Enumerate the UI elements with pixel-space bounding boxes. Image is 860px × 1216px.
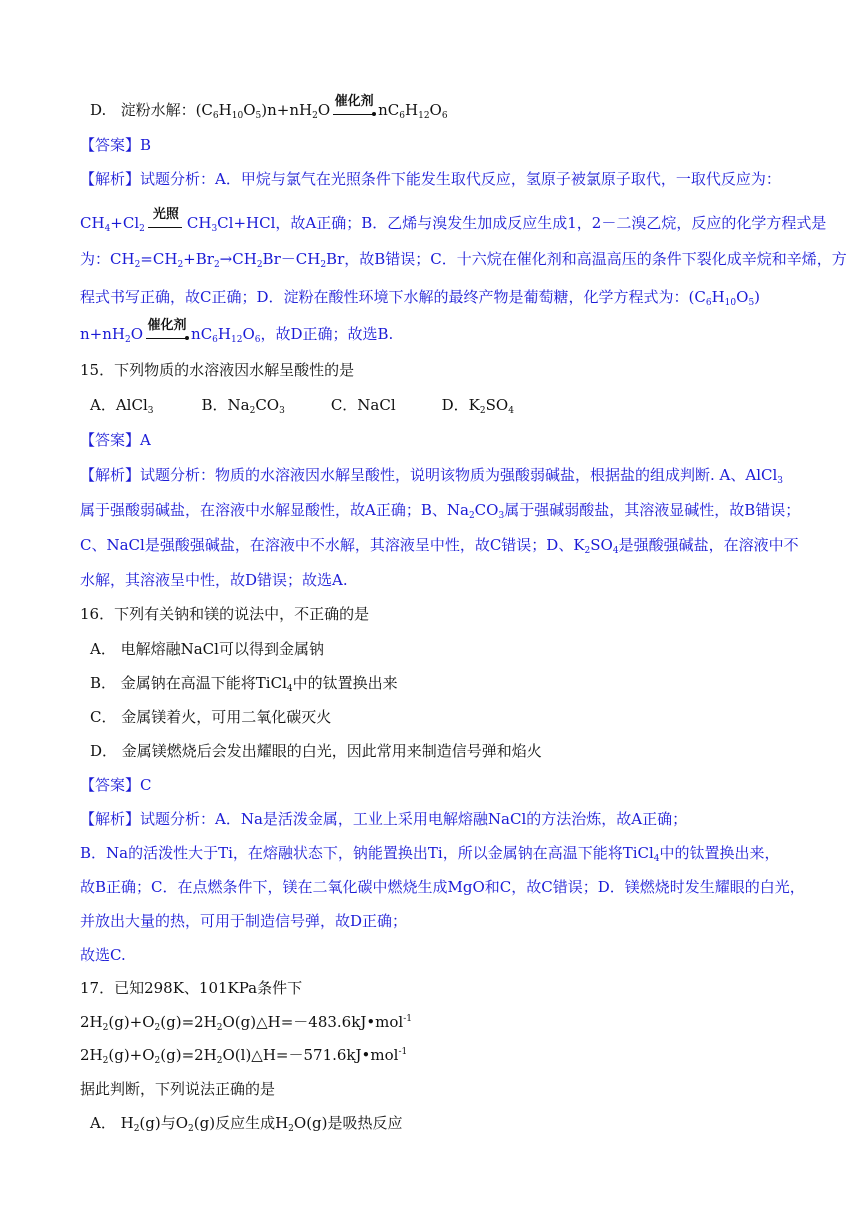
q16-analysis-line-4: 并放出大量的热，可用于制造信号弹，故D正确；: [80, 912, 408, 930]
q15-analysis-line-3: C、NaCl是强酸强碱盐，在溶液中不水解，其溶液呈中性，故C错误；D、$K_2SO_4$是强酸强碱盐，在溶液中不: [80, 536, 799, 556]
q16-option-b: B． 金属钠在高温下能将TiCl$_4$中的钛置换出来: [90, 674, 398, 694]
q15-analysis-line-4: 水解，其溶液呈中性，故D错误；故选A.: [80, 571, 348, 589]
light-arrow: 光照: [146, 213, 186, 233]
q17-stem: 17．已知298K、101KPa条件下: [80, 979, 303, 997]
q15-option-d: D．$K_2SO_4$: [441, 396, 514, 416]
catalyst-arrow: 催化剂: [331, 100, 377, 120]
q14-analysis-line-3: 为：$CH_2=CH_2+Br_2\to CH_2Br-CH_2Br$，故B错误；C．十六烷在催化剂和高温高压的条件下裂化成辛烷和辛烯，方: [80, 250, 847, 270]
q16-analysis-line-3: 故B正确；C．在点燃条件下，镁在二氧化碳中燃烧生成MgO和C，故C错误；D．镁燃烧时发生耀眼的白光，: [80, 878, 805, 896]
q16-option-a: A． 电解熔融NaCl可以得到金属钠: [90, 640, 324, 658]
q14-analysis-line-2: $CH_4+Cl_2$ 光照 $CH_3Cl+HCl$，故A正确；B．乙烯与溴发生加成反应生成1，2－二溴乙烷，反应的化学方程式是: [80, 207, 827, 234]
q15-option-a: A．AlCl$_3$: [90, 396, 154, 416]
q17-equation-2: $2H_2(g)+O_2(g)=2H_2O(l)\triangle H=-571.6kJ•mol^{-1}$: [80, 1046, 408, 1066]
q15-stem: 15．下列物质的水溶液因水解呈酸性的是: [80, 361, 355, 379]
q17-judge: 据此判断，下列说法正确的是: [80, 1080, 276, 1098]
q14-answer: 【答案】B: [80, 136, 152, 154]
q16-analysis-line-1: 【解析】试题分析：A．Na是活泼金属，工业上采用电解熔融NaCl的方法治炼，故A正确；: [80, 810, 688, 828]
q14-option-d: D. 淀粉水解：$(C_6H_{10}O_5)n+nH_2O$ 催化剂 $nC_6H_{12}O_6$: [90, 94, 448, 121]
q14-analysis-line-4: 程式书写正确，故C正确；D．淀粉在酸性环境下水解的最终产物是葡萄糖，化学方程式为：$(C_6H_{10}O_5)$: [80, 288, 761, 308]
catalyst-arrow-2: 催化剂: [144, 324, 190, 344]
q15-answer: 【答案】A: [80, 431, 151, 449]
q15-analysis-line-1: 【解析】试题分析：物质的水溶液因水解呈酸性，说明该物质为强酸弱碱盐，根据盐的组成判断. A、AlCl$_3$: [80, 466, 784, 486]
q16-stem: 16．下列有关钠和镁的说法中，不正确的是: [80, 605, 370, 623]
q16-analysis-line-5: 故选C.: [80, 946, 126, 964]
q14-analysis-line-5: $n+nH_2O$ 催化剂 $nC_6H_{12}O_6$，故D正确；故选B.: [80, 318, 394, 345]
q15-option-b: B．$Na_2CO_3$: [201, 396, 285, 416]
q15-options: [90, 395, 514, 415]
q17-equation-1: $2H_2(g)+O_2(g)=2H_2O(g)\triangle H=-483.6kJ•mol^{-1}$: [80, 1013, 413, 1033]
q16-option-d: D． 金属镁燃烧后会发出耀眼的白光，因此常用来制造信号弹和焰火: [90, 742, 542, 760]
q16-option-c: C． 金属镁着火，可用二氧化碳灭火: [90, 708, 332, 726]
q15-analysis-line-2: 属于强酸弱碱盐，在溶液中水解显酸性，故A正确；B、$Na_2CO_3$属于强碱弱酸盐，其溶液显碱性，故B错误；: [80, 501, 801, 521]
q17-option-a: A． $H_2(g)$与$O_2(g)$反应生成$H_2O(g)$是吸热反应: [90, 1114, 403, 1134]
q14-analysis-line-1: 【解析】试题分析：A．甲烷与氯气在光照条件下能发生取代反应，氢原子被氯原子取代，一取代反应为：: [80, 170, 781, 188]
q15-option-c: C．NaCl: [330, 396, 396, 414]
q16-analysis-line-2: B．Na的活泼性大于Ti，在熔融状态下，钠能置换出Ti，所以金属钠在高温下能将TiCl$_4$中的钛置换出来，: [80, 844, 780, 864]
q16-answer: 【答案】C: [80, 776, 152, 794]
